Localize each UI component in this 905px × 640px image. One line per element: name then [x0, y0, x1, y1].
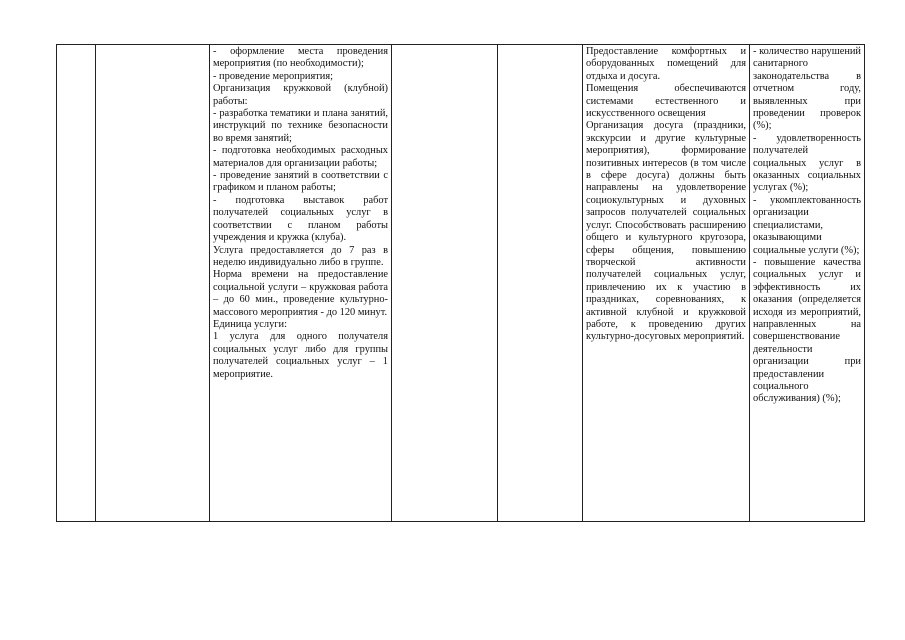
- description-line: Единица услуги:: [213, 318, 287, 330]
- description-line: Норма времени на предоставление социальной услуги – кружковая работа – до 60 мин., проведение культурно-массового мероприятия - до 120 минут.: [213, 269, 388, 318]
- description-line: - подготовка выставок работ получателей социальных услуг в соответствии с планом работы учреждения и кружка (клуба).: [213, 194, 388, 244]
- indicator-line: - укомплектованность организации специалистами, оказывающими социальные услуги (%);: [753, 194, 861, 256]
- description-line: Услуга предоставляется до 7 раз в неделю индивидуально либо в группе.: [213, 244, 388, 268]
- cell-service-name: [96, 45, 210, 522]
- indicator-line: - повышение качества социальных услуг и эффективность их оказания (определяется исходя из мероприятий, направленных на совершенствование деятельности организации при предоставлении социального обслуживания) (%);: [753, 256, 861, 405]
- conditions-line: Организация досуга (праздники, экскурсии и другие культурные мероприятия), формирование позитивных интересов (в том числе в сфере досуга) должны быть направлены на удовлетворение социокультурных и духовных запросов получателей социальных услуг. Способствовать расширению общего и культурного кругозора, сферы общения, повышению творческой активности получателей социальных услуг, привлечению их к участию в праздниках, соревнованиях, к активной клубной и кружковой работе, к проведению других культурно-досуговых мероприятий.: [586, 120, 746, 343]
- description-line: 1 услуга для одного получателя социальных услуг либо для группы получателей социальных услуг – 1 мероприятие.: [213, 331, 388, 380]
- cell-number: [57, 45, 96, 522]
- conditions-line: Предоставление комфортных и оборудованных помещений для отдыха и досуга.: [586, 46, 746, 82]
- description-line: Организация кружковой (клубной) работы:: [213, 83, 388, 107]
- table-row: [57, 45, 865, 522]
- services-table: [56, 44, 865, 522]
- description-line: - проведение мероприятия;: [213, 70, 333, 82]
- description-line: - разработка тематики и плана занятий, инструкций по технике безопасности во время занятий;: [213, 108, 388, 144]
- description-line: - подготовка необходимых расходных материалов для организации работы;: [213, 145, 388, 169]
- cell-tariff: [498, 45, 583, 522]
- cell-service-description: [210, 45, 392, 522]
- cell-deadline: [392, 45, 498, 522]
- description-line: - проведение занятий в соответствии с графиком и планом работы;: [213, 170, 388, 194]
- conditions-line: Помещения обеспечиваются системами естественного и искусственного освещения: [586, 83, 746, 120]
- cell-indicators: [750, 45, 865, 522]
- indicator-line: - удовлетворенность получателей социальных услуг в оказанных социальных услугах (%);: [753, 132, 861, 194]
- cell-conditions: [583, 45, 750, 522]
- indicator-line: - количество нарушений санитарного законодательства в отчетном году, выявленных при проведении проверок (%);: [753, 46, 861, 132]
- description-line: - оформление места проведения мероприятия (по необходимости);: [213, 46, 388, 70]
